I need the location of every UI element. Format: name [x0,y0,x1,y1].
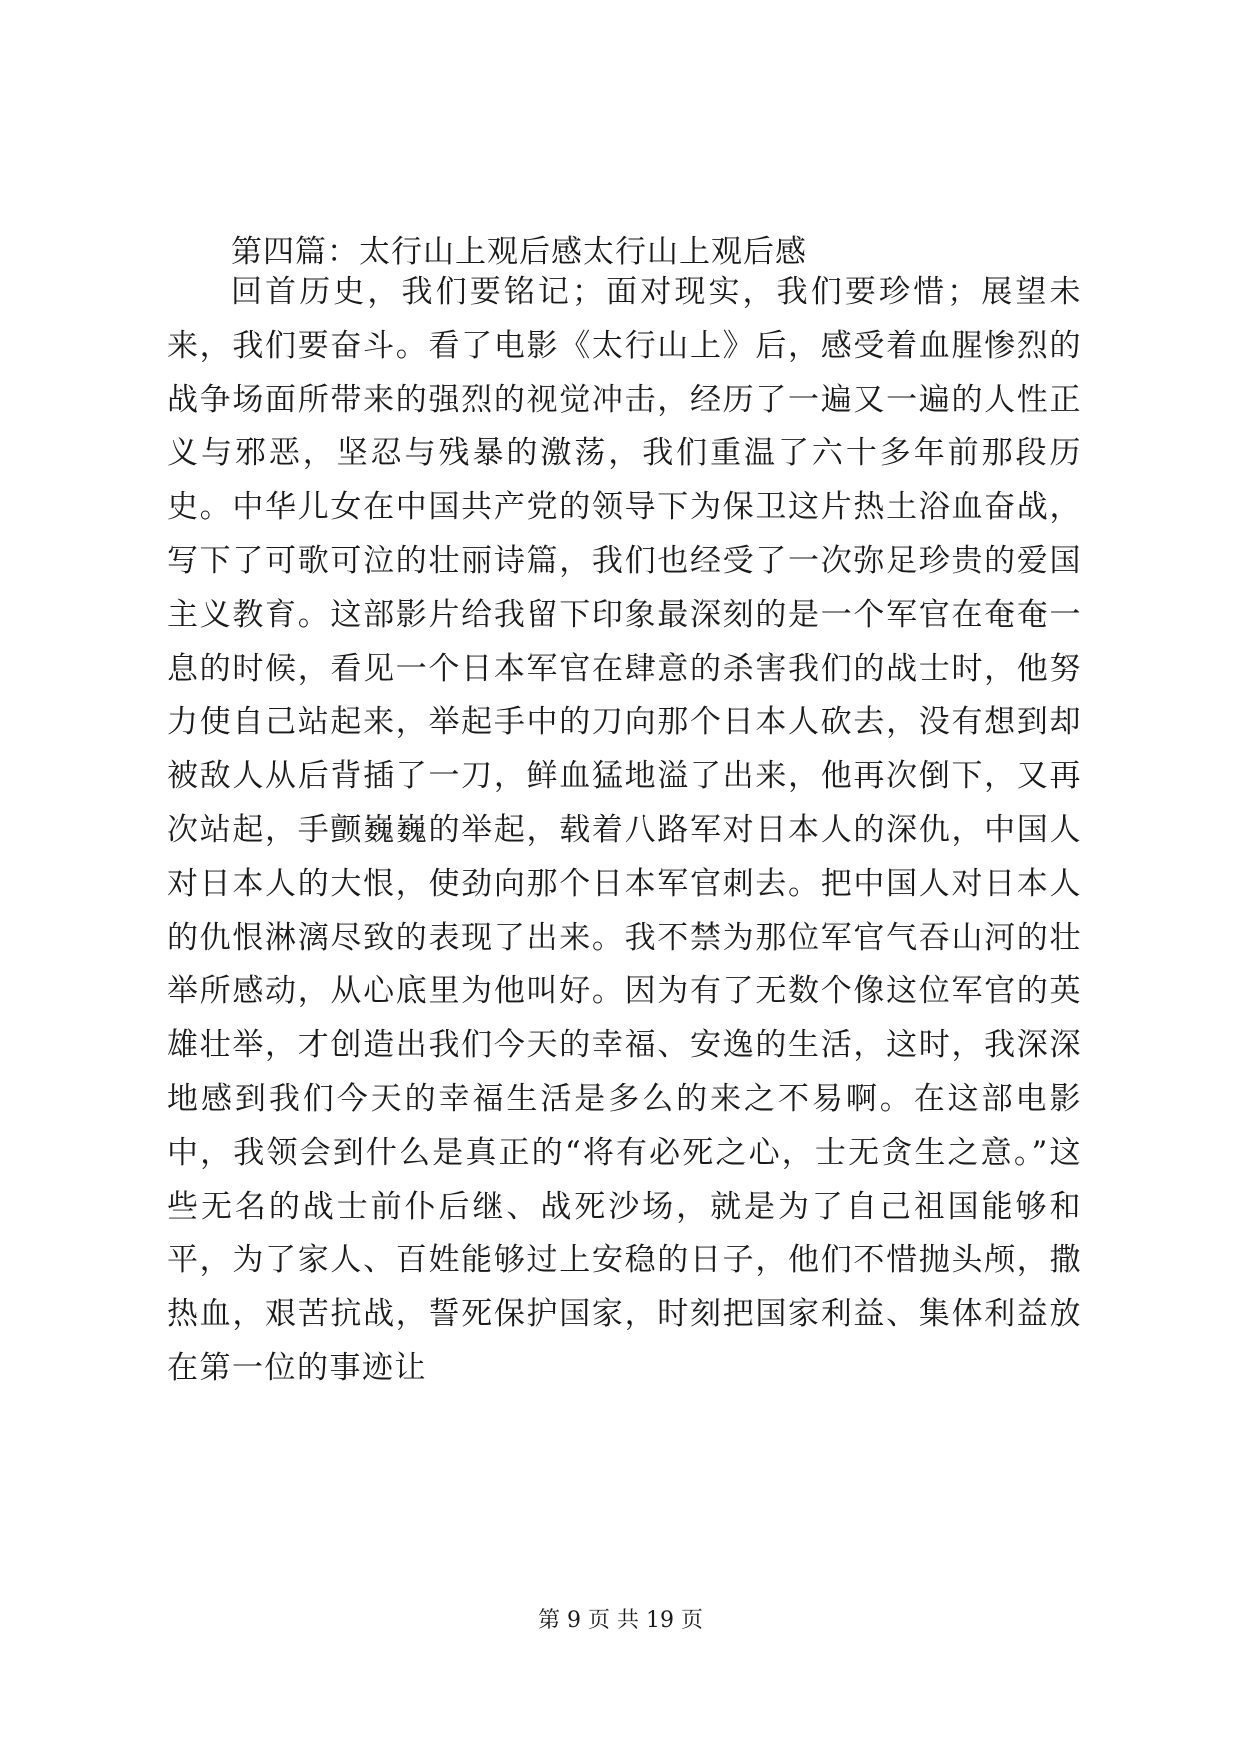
page-number-footer: 第 9 页 共 19 页 [538,1608,703,1633]
body-paragraph: 回首历史，我们要铭记；面对现实，我们要珍惜；展望未来，我们要奋斗。看了电影《太行山上》后，感受着血腥惨烈的战争场面所带来的强烈的视觉冲击，经历了一遍又一遍的人性正义与邪恶，坚忍与残暴的激荡，我们重温了六十多年前那段历史。中华儿女在中国共产党的领导下为保卫这片热土浴血奋战，写下了可歌可泣的壮丽诗篇，我们也经受了一次弥足珍贵的爱国主义教育。这部影片给我留下印象最深刻的是一个军官在奄奄一息的时候，看见一个日本军官在肆意的杀害我们的战士时，他努力使自己站起来，举起手中的刀向那个日本人砍去，没有想到却被敌人从后背插了一刀，鲜血猛地溢了出来，他再次倒下，又再次站起，手颤巍巍的举起，载着八路军对日本人的深仇，中国人对日本人的大恨，使劲向那个日本军官刺去。把中国人对日本人的仇恨淋漓尽致的表现了出来。我不禁为那位军官气吞山河的壮举所感动，从心底里为他叫好。因为有了无数个像这位军官的英雄壮举，才创造出我们今天的幸福、安逸的生活，这时，我深深地感到我们今天的幸福生活是多么的来之不易啊。在这部电影中，我领会到什么是真正的“将有必死之心，士无贪生之意。”这些无名的战士前仆后继、战死沙场，就是为了自己祖国能够和平，为了家人、百姓能够过上安稳的日子，他们不惜抛头颅，撒热血，艰苦抗战，誓死保护国家，时刻把国家利益、集体利益放在第一位的事迹让 [167,274,1082,1386]
section-heading: 第四篇：太行山上观后感太行山上观后感 [231,234,807,270]
